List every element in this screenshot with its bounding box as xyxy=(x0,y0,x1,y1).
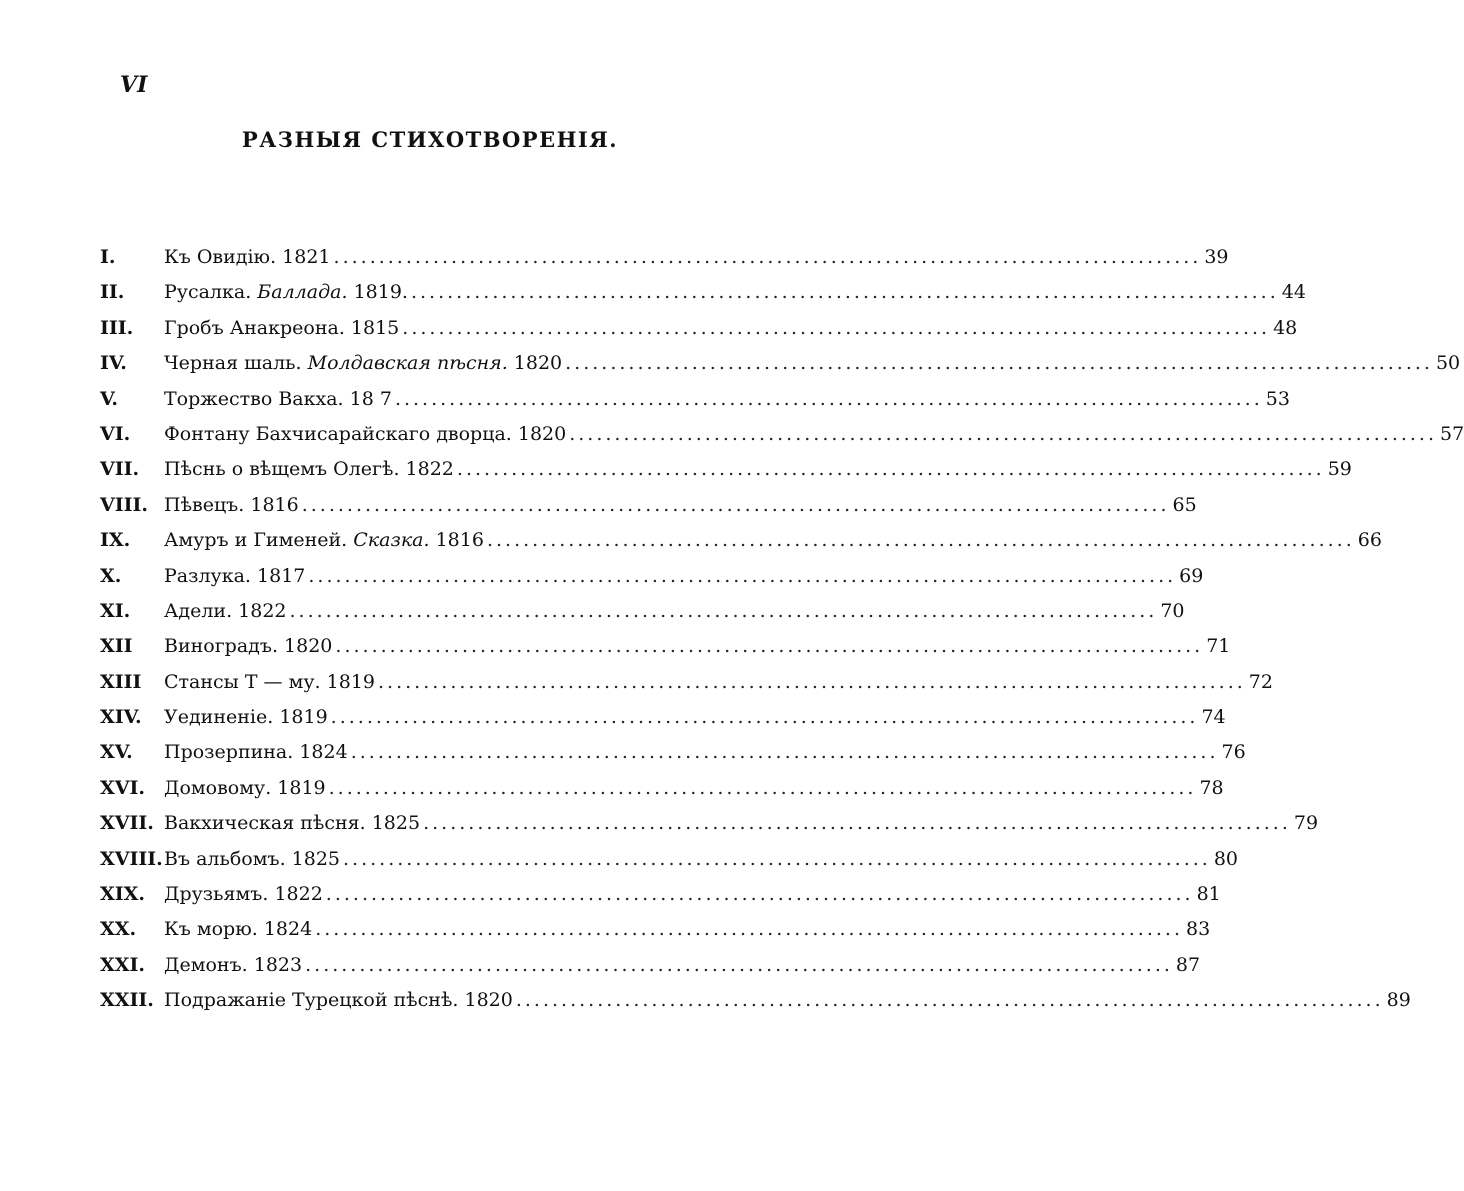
dot-leader xyxy=(331,706,1199,728)
entry-roman-numeral: VIII. xyxy=(100,493,149,516)
entry-page: 39 xyxy=(1204,246,1229,268)
entry-page: 65 xyxy=(1172,493,1197,516)
toc-entry[interactable] xyxy=(100,812,1319,847)
dot-leader xyxy=(329,777,1197,799)
dot-leader xyxy=(402,317,1270,339)
entry-title xyxy=(164,883,323,905)
entry-title xyxy=(164,600,287,622)
entry-page: 48 xyxy=(1273,316,1298,339)
entry-page: 72 xyxy=(1248,670,1273,693)
entry-year: 1819 xyxy=(277,776,326,799)
entry-year: 18 7 xyxy=(349,387,392,410)
dot-leader xyxy=(343,848,1211,870)
entry-roman-numeral: X. xyxy=(100,564,122,587)
entry-page: 89 xyxy=(1386,989,1411,1012)
entry-title xyxy=(164,494,299,516)
entry-roman-numeral: XIV. xyxy=(100,706,142,729)
entry-subtitle: Сказка. xyxy=(353,529,436,552)
entry-year: 1819 xyxy=(279,706,328,729)
dot-leader xyxy=(457,458,1325,480)
dot-leader xyxy=(308,565,1176,587)
entry-year: 1820 xyxy=(517,422,567,445)
entry-year: 1819. xyxy=(353,281,408,304)
entry-year: 1822 xyxy=(274,883,323,906)
entry-page: 66 xyxy=(1357,529,1382,552)
entry-title-text: Къ морю. xyxy=(164,918,264,941)
entry-roman-numeral: XI. xyxy=(100,599,131,622)
entry-title xyxy=(164,706,328,728)
dot-leader xyxy=(302,494,1170,516)
entry-year: 1820 xyxy=(464,989,513,1012)
entry-year: 1820 xyxy=(284,635,333,658)
entry-roman-numeral: XV. xyxy=(100,741,133,764)
entry-title-text: Вакхическая пѣсня. xyxy=(164,812,372,835)
toc-entry[interactable] xyxy=(100,847,1238,883)
table-of-contents xyxy=(100,246,1464,1025)
entry-roman-numeral: XIII xyxy=(100,670,142,693)
entry-page: 59 xyxy=(1327,458,1352,481)
entry-title xyxy=(164,458,454,480)
entry-title xyxy=(164,918,312,940)
entry-year: 1816 xyxy=(250,493,299,516)
entry-title-text: Къ Овидію. xyxy=(164,246,283,268)
entry-roman-numeral: XXI. xyxy=(100,953,145,976)
dot-leader xyxy=(335,635,1203,657)
entry-title xyxy=(164,565,305,587)
entry-roman-numeral: IV. xyxy=(100,352,127,375)
entry-page: 78 xyxy=(1199,776,1224,799)
entry-page: 53 xyxy=(1265,387,1290,410)
entry-page: 87 xyxy=(1175,953,1201,976)
entry-roman-numeral: XII xyxy=(100,635,133,658)
dot-leader xyxy=(395,388,1263,410)
entry-roman-numeral: III. xyxy=(100,316,134,339)
entry-year: 1819 xyxy=(326,670,375,693)
entry-year: 1815 xyxy=(350,316,400,339)
entry-title-text: Пѣвецъ. xyxy=(164,493,251,516)
entry-title xyxy=(164,812,420,834)
entry-title-text: Уединеніе. xyxy=(164,706,280,729)
entry-title-text: Въ альбомъ. xyxy=(164,847,292,870)
toc-entry[interactable] xyxy=(100,883,1221,918)
toc-entry[interactable] xyxy=(100,316,1298,352)
dot-leader xyxy=(290,600,1158,622)
entry-roman-numeral: XXII. xyxy=(100,989,154,1012)
dot-leader xyxy=(334,246,1202,268)
toc-entry[interactable] xyxy=(100,529,1382,564)
entry-roman-numeral: XVII. xyxy=(100,812,154,835)
entry-title xyxy=(164,848,340,870)
entry-title-text: Гробъ Анакреона. xyxy=(164,316,351,339)
dot-leader xyxy=(305,954,1173,976)
toc-entry[interactable] xyxy=(100,281,1306,316)
toc-entry[interactable] xyxy=(100,918,1211,953)
toc-entry[interactable] xyxy=(100,776,1224,812)
toc-entry[interactable] xyxy=(100,458,1352,493)
entry-page: 83 xyxy=(1186,918,1211,941)
entry-roman-numeral: V. xyxy=(100,387,119,410)
toc-entry[interactable] xyxy=(100,564,1204,600)
entry-title xyxy=(164,388,392,410)
page-number: VI xyxy=(120,72,148,98)
toc-entry[interactable] xyxy=(100,422,1464,458)
entry-title-text: Стансы Т — му. xyxy=(164,670,327,693)
entry-subtitle: Молдавская пѣсня. xyxy=(307,352,514,375)
entry-year: 1822 xyxy=(405,458,454,481)
toc-entry[interactable] xyxy=(100,246,1229,281)
entry-title-text: Русалка. xyxy=(164,281,258,304)
entry-title xyxy=(164,671,375,693)
entry-subtitle: Баллада. xyxy=(257,281,354,304)
entry-page: 44 xyxy=(1281,281,1306,304)
entry-year: 1816 xyxy=(435,529,484,552)
toc-entry[interactable] xyxy=(100,741,1246,776)
entry-page: 79 xyxy=(1293,812,1319,835)
entry-roman-numeral: XVIII. xyxy=(100,847,163,870)
entry-roman-numeral: XVI. xyxy=(100,776,145,799)
entry-roman-numeral: I. xyxy=(100,246,116,268)
entry-page: 50 xyxy=(1435,352,1461,375)
entry-title xyxy=(164,246,331,268)
dot-leader xyxy=(423,812,1291,834)
entry-page: 69 xyxy=(1179,564,1204,587)
entry-page: 81 xyxy=(1196,883,1221,906)
entry-year: 1821 xyxy=(282,246,331,268)
toc-entry[interactable] xyxy=(100,635,1231,670)
entry-title xyxy=(164,954,302,976)
entry-title xyxy=(164,317,399,339)
entry-title xyxy=(164,989,513,1011)
entry-title xyxy=(164,777,326,799)
toc-entry[interactable] xyxy=(100,953,1201,989)
entry-title-text: Демонъ. xyxy=(164,953,254,976)
entry-year: 1817 xyxy=(257,564,306,587)
entry-roman-numeral: II. xyxy=(100,281,125,304)
dot-leader xyxy=(326,883,1194,905)
entry-page: 76 xyxy=(1221,741,1246,764)
entry-title xyxy=(164,352,562,374)
entry-title-text: Амуръ и Гименей. xyxy=(164,529,354,552)
dot-leader xyxy=(351,741,1219,763)
entry-title-text: Пѣснь о вѣщемъ Олегѣ. xyxy=(164,458,406,481)
entry-title xyxy=(164,529,484,551)
toc-entry[interactable] xyxy=(100,352,1461,387)
entry-title-text: Адели. xyxy=(164,599,239,622)
toc-entry[interactable] xyxy=(100,493,1197,529)
entry-roman-numeral: XIX. xyxy=(100,883,145,906)
entry-roman-numeral: VII. xyxy=(100,458,140,481)
entry-page: 74 xyxy=(1201,706,1226,729)
toc-entry[interactable] xyxy=(100,706,1226,741)
entry-page: 80 xyxy=(1213,847,1238,870)
entry-title-text: Прозерпина. xyxy=(164,741,300,764)
toc-entry[interactable] xyxy=(100,599,1185,635)
entry-year: 1824 xyxy=(263,918,313,941)
entry-title-text: Черная шаль. xyxy=(164,352,308,375)
dot-leader xyxy=(565,352,1433,374)
entry-title xyxy=(164,281,408,303)
dot-leader xyxy=(315,918,1183,940)
entry-year: 1823 xyxy=(253,953,303,976)
entry-title-text: Фонтану Бахчисарайскаго дворца. xyxy=(164,422,518,445)
entry-title-text: Подражаніе Турецкой пѣснѣ. xyxy=(164,989,465,1012)
entry-title-text: Виноградъ. xyxy=(164,635,285,658)
entry-year: 1820 xyxy=(513,352,563,375)
dot-leader xyxy=(487,529,1355,551)
entry-year: 1825 xyxy=(291,847,341,870)
toc-entry[interactable] xyxy=(100,989,1411,1024)
entry-roman-numeral: XX. xyxy=(100,918,137,941)
toc-entry[interactable] xyxy=(100,387,1290,423)
entry-year: 1822 xyxy=(238,599,287,622)
entry-roman-numeral: VI. xyxy=(100,422,131,445)
entry-title xyxy=(164,741,348,763)
entry-year: 1825 xyxy=(371,812,421,835)
entry-roman-numeral: IX. xyxy=(100,529,131,552)
dot-leader xyxy=(516,989,1384,1011)
dot-leader xyxy=(378,671,1246,693)
toc-entry[interactable] xyxy=(100,670,1273,706)
entry-title-text: Торжество Вакха. xyxy=(164,387,350,410)
entry-page: 57 xyxy=(1440,422,1464,445)
dot-leader xyxy=(411,281,1279,303)
entry-title-text: Друзьямъ. xyxy=(164,883,275,906)
entry-year: 1824 xyxy=(299,741,348,764)
section-heading: РАЗНЫЯ СТИХОТВОРЕНІЯ. xyxy=(241,127,619,152)
dot-leader xyxy=(569,423,1437,445)
entry-title-text: Домовому. xyxy=(164,776,278,799)
entry-page: 70 xyxy=(1160,599,1185,622)
entry-title xyxy=(164,635,332,657)
entry-title xyxy=(164,423,566,445)
entry-page: 71 xyxy=(1206,635,1231,658)
entry-title-text: Разлука. xyxy=(164,564,258,587)
